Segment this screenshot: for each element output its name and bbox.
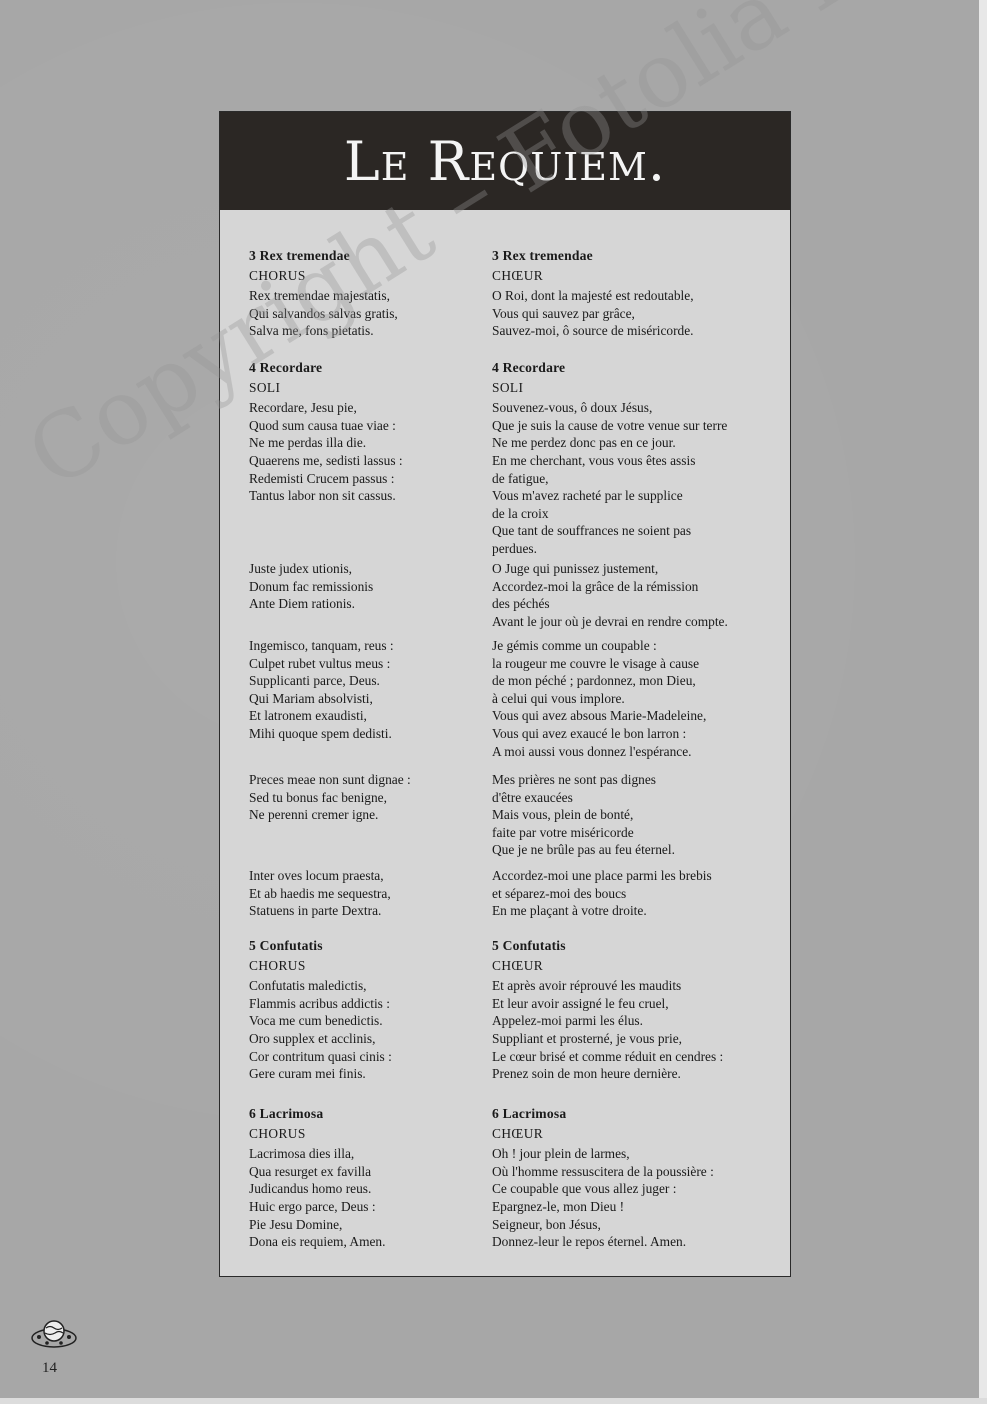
verse-line: Donnez-leur le repos éternel. Amen. xyxy=(492,1234,687,1250)
verse-line: Lacrimosa dies illa, xyxy=(249,1146,355,1162)
verse-line: A moi aussi vous donnez l'espérance. xyxy=(492,743,692,759)
verse-line: Donum fac remissionis xyxy=(249,578,374,594)
copyright-watermark: Copyright – Fotolia xyxy=(10,0,804,510)
verse-line: Voca me cum benedictis. xyxy=(249,1013,383,1029)
verse-line: Et latronem exaudisti, xyxy=(249,708,367,724)
verse-line: d'être exaucées xyxy=(492,789,573,805)
verse-line: à celui qui vous implore. xyxy=(492,690,625,706)
verse-line: Accordez-moi la grâce de la rémission xyxy=(492,578,699,594)
verse-line: Quod sum causa tuae viae : xyxy=(249,417,396,433)
right-section xyxy=(492,560,788,630)
left-section xyxy=(249,937,479,1083)
verse-line: Judicandus homo reus. xyxy=(249,1181,372,1197)
verse-line: O Roi, dont la majesté est redoutable, xyxy=(492,288,694,304)
verse-line: En me plaçant à votre droite. xyxy=(492,903,647,919)
left-section xyxy=(249,867,479,920)
verse-line: Où l'homme ressuscitera de la poussière : xyxy=(492,1163,714,1179)
verse-line: Salva me, fons pietatis. xyxy=(249,323,374,339)
right-section xyxy=(492,937,788,1083)
right-section xyxy=(492,1105,788,1251)
verse-line: Tantus labor non sit cassus. xyxy=(249,488,396,504)
verse-line: Confutatis maledictis, xyxy=(249,978,367,994)
verse-line: Mes prières ne sont pas dignes xyxy=(492,772,657,787)
verse-line: Ingemisco, tanquam, reus : xyxy=(249,638,394,653)
left-section xyxy=(249,637,479,743)
verse-line: de la croix xyxy=(492,505,549,521)
verse-line: Supplicanti parce, Deus. xyxy=(249,673,380,689)
verse-line: En me cherchant, vous vous êtes assis xyxy=(492,452,696,468)
section-heading: 6 Lacrimosa xyxy=(249,1106,324,1121)
verse-line: Ante Diem rationis. xyxy=(249,596,355,612)
voice-label: CHORUS xyxy=(249,1125,306,1141)
verse-line: Avant le jour où je devrai en rendre compte. xyxy=(492,613,728,629)
verse-line: Oh ! jour plein de larmes, xyxy=(492,1146,630,1162)
verse-line: Ce coupable que vous allez juger : xyxy=(492,1181,677,1197)
verse-line: perdues. xyxy=(492,540,537,556)
verse-line: Quaerens me, sedisti lassus : xyxy=(249,452,403,468)
voice-label: SOLI xyxy=(492,379,524,395)
voice-label: CHŒUR xyxy=(492,957,544,973)
verse-line: Ne perenni cremer igne. xyxy=(249,807,379,823)
verse-line: Et ab haedis me sequestra, xyxy=(249,885,391,901)
verse-line: Que je ne brûle pas au feu éternel. xyxy=(492,842,675,858)
page-title: Le Requiem. xyxy=(343,129,667,193)
verse-line: la rougeur me couvre le visage à cause xyxy=(492,655,700,671)
verse-line: Et leur avoir assigné le feu cruel, xyxy=(492,995,669,1011)
left-section xyxy=(249,560,479,613)
verse-line: Qua resurget ex favilla xyxy=(249,1163,372,1179)
verse-line: Epargnez-le, mon Dieu ! xyxy=(492,1198,625,1214)
verse-line: Recordare, Jesu pie, xyxy=(249,400,357,416)
voice-label: CHŒUR xyxy=(492,1125,544,1141)
left-section xyxy=(249,247,479,340)
verse-line: Suppliant et prosterné, je vous prie, xyxy=(492,1030,683,1046)
right-section xyxy=(492,637,788,760)
voice-label: CHŒUR xyxy=(492,267,544,283)
verse-line: Flammis acribus addictis : xyxy=(249,995,390,1011)
scan-edge-bottom xyxy=(0,1398,987,1404)
verse-line: O Juge qui punissez justement, xyxy=(492,561,659,576)
left-section xyxy=(249,359,479,505)
verse-line: Mais vous, plein de bonté, xyxy=(492,807,634,823)
section-heading: 3 Rex tremendae xyxy=(492,248,593,263)
right-section xyxy=(492,867,788,920)
verse-line: Que je suis la cause de votre venue sur terre xyxy=(492,417,728,433)
voice-label: CHORUS xyxy=(249,957,306,973)
verse-line: Souvenez-vous, ô doux Jésus, xyxy=(492,400,653,416)
verse-line: Inter oves locum praesta, xyxy=(249,868,384,883)
globe-logo-icon xyxy=(27,1316,81,1352)
section-heading: 4 Recordare xyxy=(249,360,323,375)
section-heading: 4 Recordare xyxy=(492,360,566,375)
verse-line: Que tant de souffrances ne soient pas xyxy=(492,523,692,539)
verse-line: Culpet rubet vultus meus : xyxy=(249,655,391,671)
section-heading: 5 Confutatis xyxy=(249,938,323,953)
left-section xyxy=(249,771,479,824)
verse-line: Rex tremendae majestatis, xyxy=(249,288,390,304)
verse-line: Vous qui sauvez par grâce, xyxy=(492,305,635,321)
verse-line: Et après avoir réprouvé les maudits xyxy=(492,978,682,994)
verse-line: Pie Jesu Domine, xyxy=(249,1216,343,1232)
right-section xyxy=(492,771,788,859)
verse-line: Sauvez-moi, ô source de miséricorde. xyxy=(492,323,694,339)
verse-line: Dona eis requiem, Amen. xyxy=(249,1234,386,1250)
section-heading: 5 Confutatis xyxy=(492,938,566,953)
right-section xyxy=(492,359,788,558)
verse-line: Mihi quoque spem dedisti. xyxy=(249,725,392,741)
right-section xyxy=(492,247,788,340)
verse-line: Sed tu bonus fac benigne, xyxy=(249,789,387,805)
verse-line: Je gémis comme un coupable : xyxy=(492,638,657,653)
verse-line: Preces meae non sunt dignae : xyxy=(249,772,411,787)
verse-line: des péchés xyxy=(492,596,550,612)
verse-line: Qui salvandos salvas gratis, xyxy=(249,305,398,321)
verse-line: Vous qui avez exaucé le bon larron : xyxy=(492,725,687,741)
verse-line: Prenez soin de mon heure dernière. xyxy=(492,1066,681,1082)
verse-line: et séparez-moi des boucs xyxy=(492,885,627,901)
verse-line: Statuens in parte Dextra. xyxy=(249,903,382,919)
verse-line: Ne me perdas illa die. xyxy=(249,435,367,451)
verse-line: Gere curam mei finis. xyxy=(249,1066,366,1082)
voice-label: CHORUS xyxy=(249,267,306,283)
voice-label: SOLI xyxy=(249,379,281,395)
verse-line: Cor contritum quasi cinis : xyxy=(249,1048,392,1064)
verse-line: faite par votre miséricorde xyxy=(492,824,634,840)
verse-line: Seigneur, bon Jésus, xyxy=(492,1216,601,1232)
requiem-panel xyxy=(219,111,791,1277)
verse-line: de mon péché ; pardonnez, mon Dieu, xyxy=(492,673,696,689)
left-section xyxy=(249,1105,479,1251)
title-bar xyxy=(220,112,790,210)
section-heading: 6 Lacrimosa xyxy=(492,1106,567,1121)
page-number: 14 xyxy=(42,1360,57,1376)
verse-line: Qui Mariam absolvisti, xyxy=(249,690,373,706)
verse-line: Le cœur brisé et comme réduit en cendres : xyxy=(492,1048,724,1064)
scan-edge xyxy=(979,0,987,1404)
verse-line: Huic ergo parce, Deus : xyxy=(249,1198,376,1214)
verse-line: Redemisti Crucem passus : xyxy=(249,470,395,486)
section-heading: 3 Rex tremendae xyxy=(249,248,350,263)
verse-line: Ne me perdez donc pas en ce jour. xyxy=(492,435,676,451)
verse-line: Oro supplex et acclinis, xyxy=(249,1030,376,1046)
verse-line: de fatigue, xyxy=(492,470,549,486)
verse-line: Accordez-moi une place parmi les brebis xyxy=(492,868,712,883)
verse-line: Vous m'avez racheté par le supplice xyxy=(492,488,683,504)
verse-line: Vous qui avez absous Marie-Madeleine, xyxy=(492,708,707,724)
verse-line: Juste judex utionis, xyxy=(249,561,353,576)
verse-line: Appelez-moi parmi les élus. xyxy=(492,1013,643,1029)
